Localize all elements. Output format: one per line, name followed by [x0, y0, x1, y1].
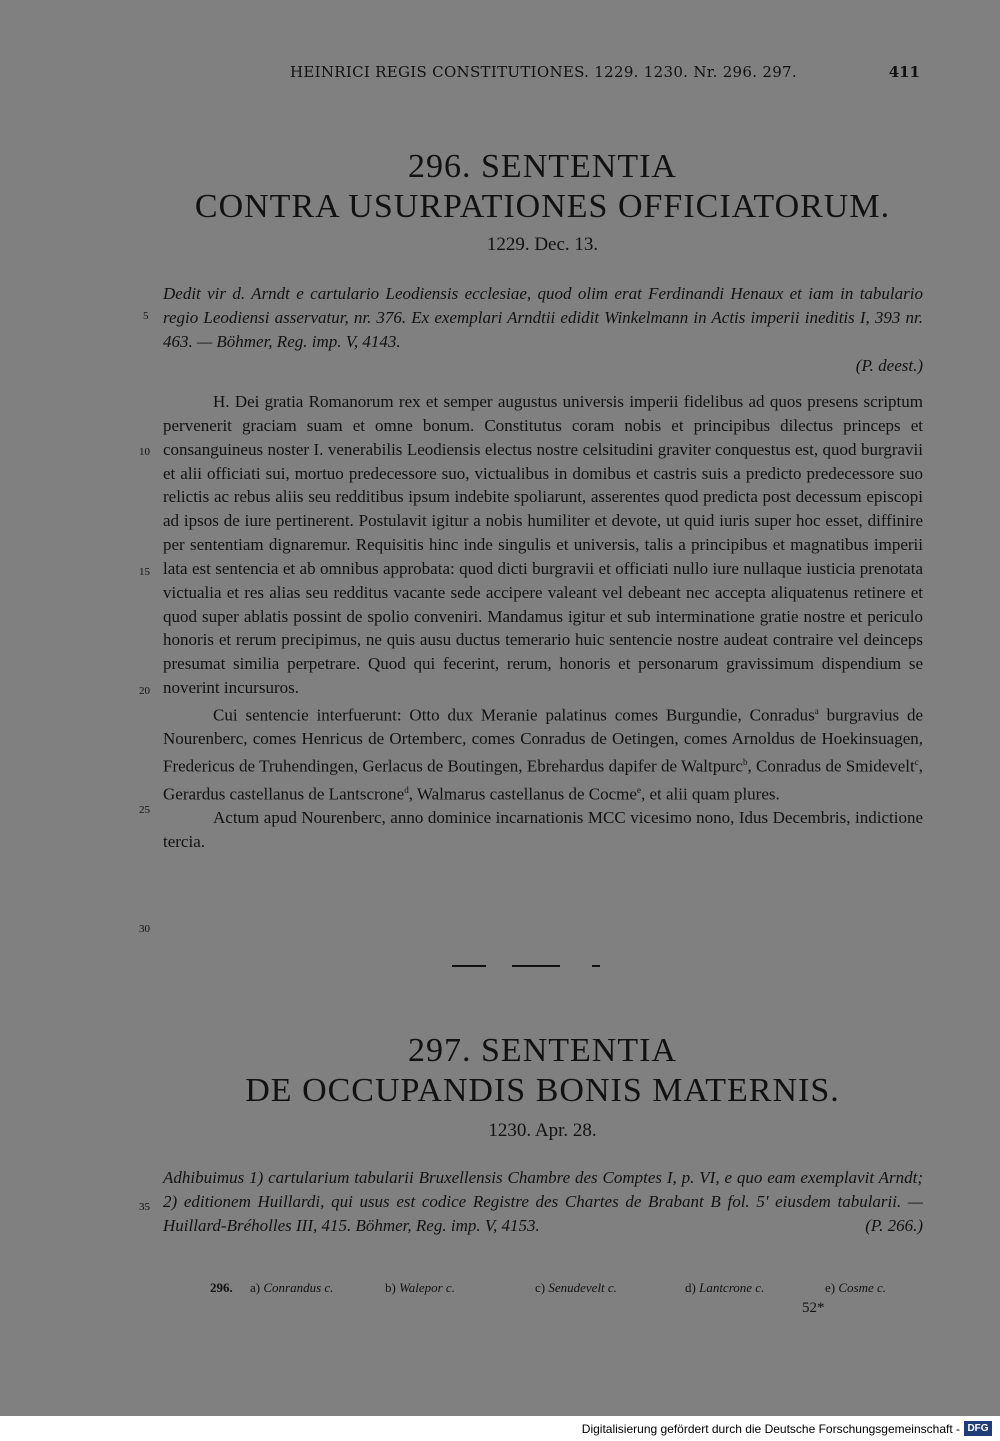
doc296-title: CONTRA USURPATIONES OFFICIATORUM.: [194, 188, 891, 225]
doc297-title: DE OCCUPANDIS BONIS MATERNIS.: [245, 1072, 840, 1109]
doc297-note-text: Adhibuimus 1) cartularium tabularii Bruxellensis Chambre des Comptes I, p. VI, e quo eam exemplavit Arndt; 2) editionem Huillardi, qui usus est codice Registre des Chartes de Brabant B fol. 5' eiusdem tabularii. — Huillard-Bréholles III, 415. Böhmer, Reg. imp. V, 4153.: [163, 1168, 923, 1235]
footnotes-label: 296.: [210, 1280, 233, 1295]
signature-mark: 52*: [802, 1300, 825, 1316]
footnote-mark-a: a: [814, 705, 819, 716]
text-run: , Gerardus castellanus de Lantscrone: [163, 756, 923, 804]
running-title: HEINRICI REGIS CONSTITUTIONES. 1229. 1230. Nr. 296. 297.: [290, 63, 797, 81]
text-run: , Walmarus castellanus de Cocme: [408, 784, 637, 804]
line-number: 35: [139, 1201, 150, 1213]
doc296-date: 1229. Dec. 13.: [486, 234, 599, 255]
doc297-number-title: 297. SENTENTIA: [408, 1032, 677, 1069]
footnote-e: [825, 1280, 886, 1296]
line-number: 20: [139, 685, 150, 697]
footer-bar: [0, 1416, 1000, 1441]
doc296-note-source: (P. deest.): [855, 356, 923, 375]
doc296-body: [163, 390, 923, 854]
doc296-editorial-note: [163, 282, 923, 378]
line-number: 5: [143, 310, 149, 322]
footnote-mark-b: b: [742, 757, 748, 768]
running-header: [0, 60, 1000, 84]
text-run: Cui sentencie interfuerunt: Otto dux Meranie palatinus comes Burgundie, Conradus: [213, 705, 815, 725]
separator-rule: [452, 965, 486, 967]
dfg-logo[interactable]: DFG: [964, 1421, 992, 1436]
separator-rule: [592, 965, 600, 967]
funding-notice: Digitalisierung gefördert durch die Deutsche Forschungsgemeinschaft -: [581, 1422, 960, 1436]
footnote-mark-d: d: [404, 784, 409, 795]
line-number: 25: [139, 804, 150, 816]
line-number: 30: [139, 923, 150, 935]
footnote-a: [250, 1280, 333, 1296]
footnote-mark-c: c: [914, 757, 919, 768]
doc297-date: 1230. Apr. 28.: [488, 1120, 597, 1141]
page-number: 411: [888, 63, 920, 81]
doc296-note-text: Dedit vir d. Arndt e cartulario Leodiensis ecclesiae, quod olim erat Ferdinandi Henaux et iam in tabulario regio Leodiensi asservatur, nr. 376. Ex exemplari Arndtii edidit Winkelmann in Actis imperii ineditis I, 393 nr. 463. — Böhmer, Reg. imp. V, 4143.: [163, 284, 923, 351]
footnote-mark: e): [825, 1280, 836, 1295]
footnote-d: [685, 1280, 764, 1296]
footnote-text: Conrandus c.: [263, 1280, 334, 1295]
text-run: burgravius de Nourenberc, comes Henricus de Ortemberc, comes Conradus de Oetingen, comes Arnoldus de Hoekinsuagen, Fredericus de Truhendingen, Gerlacus de Boutingen, Ebrehardus dapifer de Waltpurc: [163, 705, 923, 776]
footnote-text: Lantcrone c.: [699, 1280, 765, 1295]
footnote-mark-e: e: [636, 784, 641, 795]
footnote-text: Senudevelt c.: [548, 1280, 617, 1295]
text-run: , Conradus de Smidevelt: [747, 756, 915, 776]
footnote-text: Cosme c.: [838, 1280, 887, 1295]
footnote-mark: b): [385, 1280, 396, 1295]
doc297-editorial-note: [163, 1166, 923, 1238]
doc296-paragraph-2: [163, 700, 923, 806]
footnote-mark: c): [535, 1280, 546, 1295]
footnote-mark: a): [250, 1280, 261, 1295]
line-number: 10: [139, 446, 150, 458]
doc297-note-source: (P. 266.): [865, 1216, 923, 1235]
footnote-c: [535, 1280, 617, 1296]
doc296-paragraph-1: H. Dei gratia Romanorum rex et semper augustus universis imperii fidelibus ad quos presens scriptum pervenerit graciam suam et omne bonum. Constitutus coram nobis et principibus dilectus princeps et consanguineus noster I. venerabilis Leodiensis electus nostre celsitudini graviter conquestus est, quod burgravii et alii officiati sui, mortuo predecessore suo, victualibus in domibus et castris suis a predicto predecessore suo relictis ac rebus aliis seu redditibus ipsum indebite spoliarunt, asserentes quod predicta post decessum episcopi ad ipsos de iure pertinerent. Postulavit igitur a nobis humiliter et devote, ut quid iuris super hoc esset, diffinire per sententiam dignaremur. Requisitis hinc inde singulis et universis, talis a principibus et magnatibus imperii lata est sentencia et ab omnibus approbata: quod dicti burgravii et officiati nullo iure nullaque iusticia prenotata victualia et res alias seu redditus vacante sede accipere valeant vel debeant nec accepta aliquatenus retinere et quod super ablatis possint de spolio conveniri. Mandamus igitur et sub interminatione gratie nostre et periculo honoris et rerum precipimus, ne quis ausu ductus temerario huic sentencie nostre audeat contraire vel deinceps presumat similia perpetrare. Quod qui fecerint, rerum, honoris et personarum gravissimum dispendium se noverint incursuros.: [163, 392, 923, 698]
doc296-paragraph-3: Actum apud Nourenberc, anno dominice incarnationis MCC vicesimo nono, Idus Decembris, indictione tercia.: [163, 808, 923, 852]
separator-rule: [512, 965, 560, 967]
line-number: 15: [139, 566, 150, 578]
text-run: , et alii quam plures.: [640, 784, 780, 804]
doc296-number-title: 296. SENTENTIA: [408, 148, 677, 185]
footnote-mark: d): [685, 1280, 696, 1295]
footnote-b: [385, 1280, 455, 1296]
footnote-text: Walepor c.: [399, 1280, 455, 1295]
